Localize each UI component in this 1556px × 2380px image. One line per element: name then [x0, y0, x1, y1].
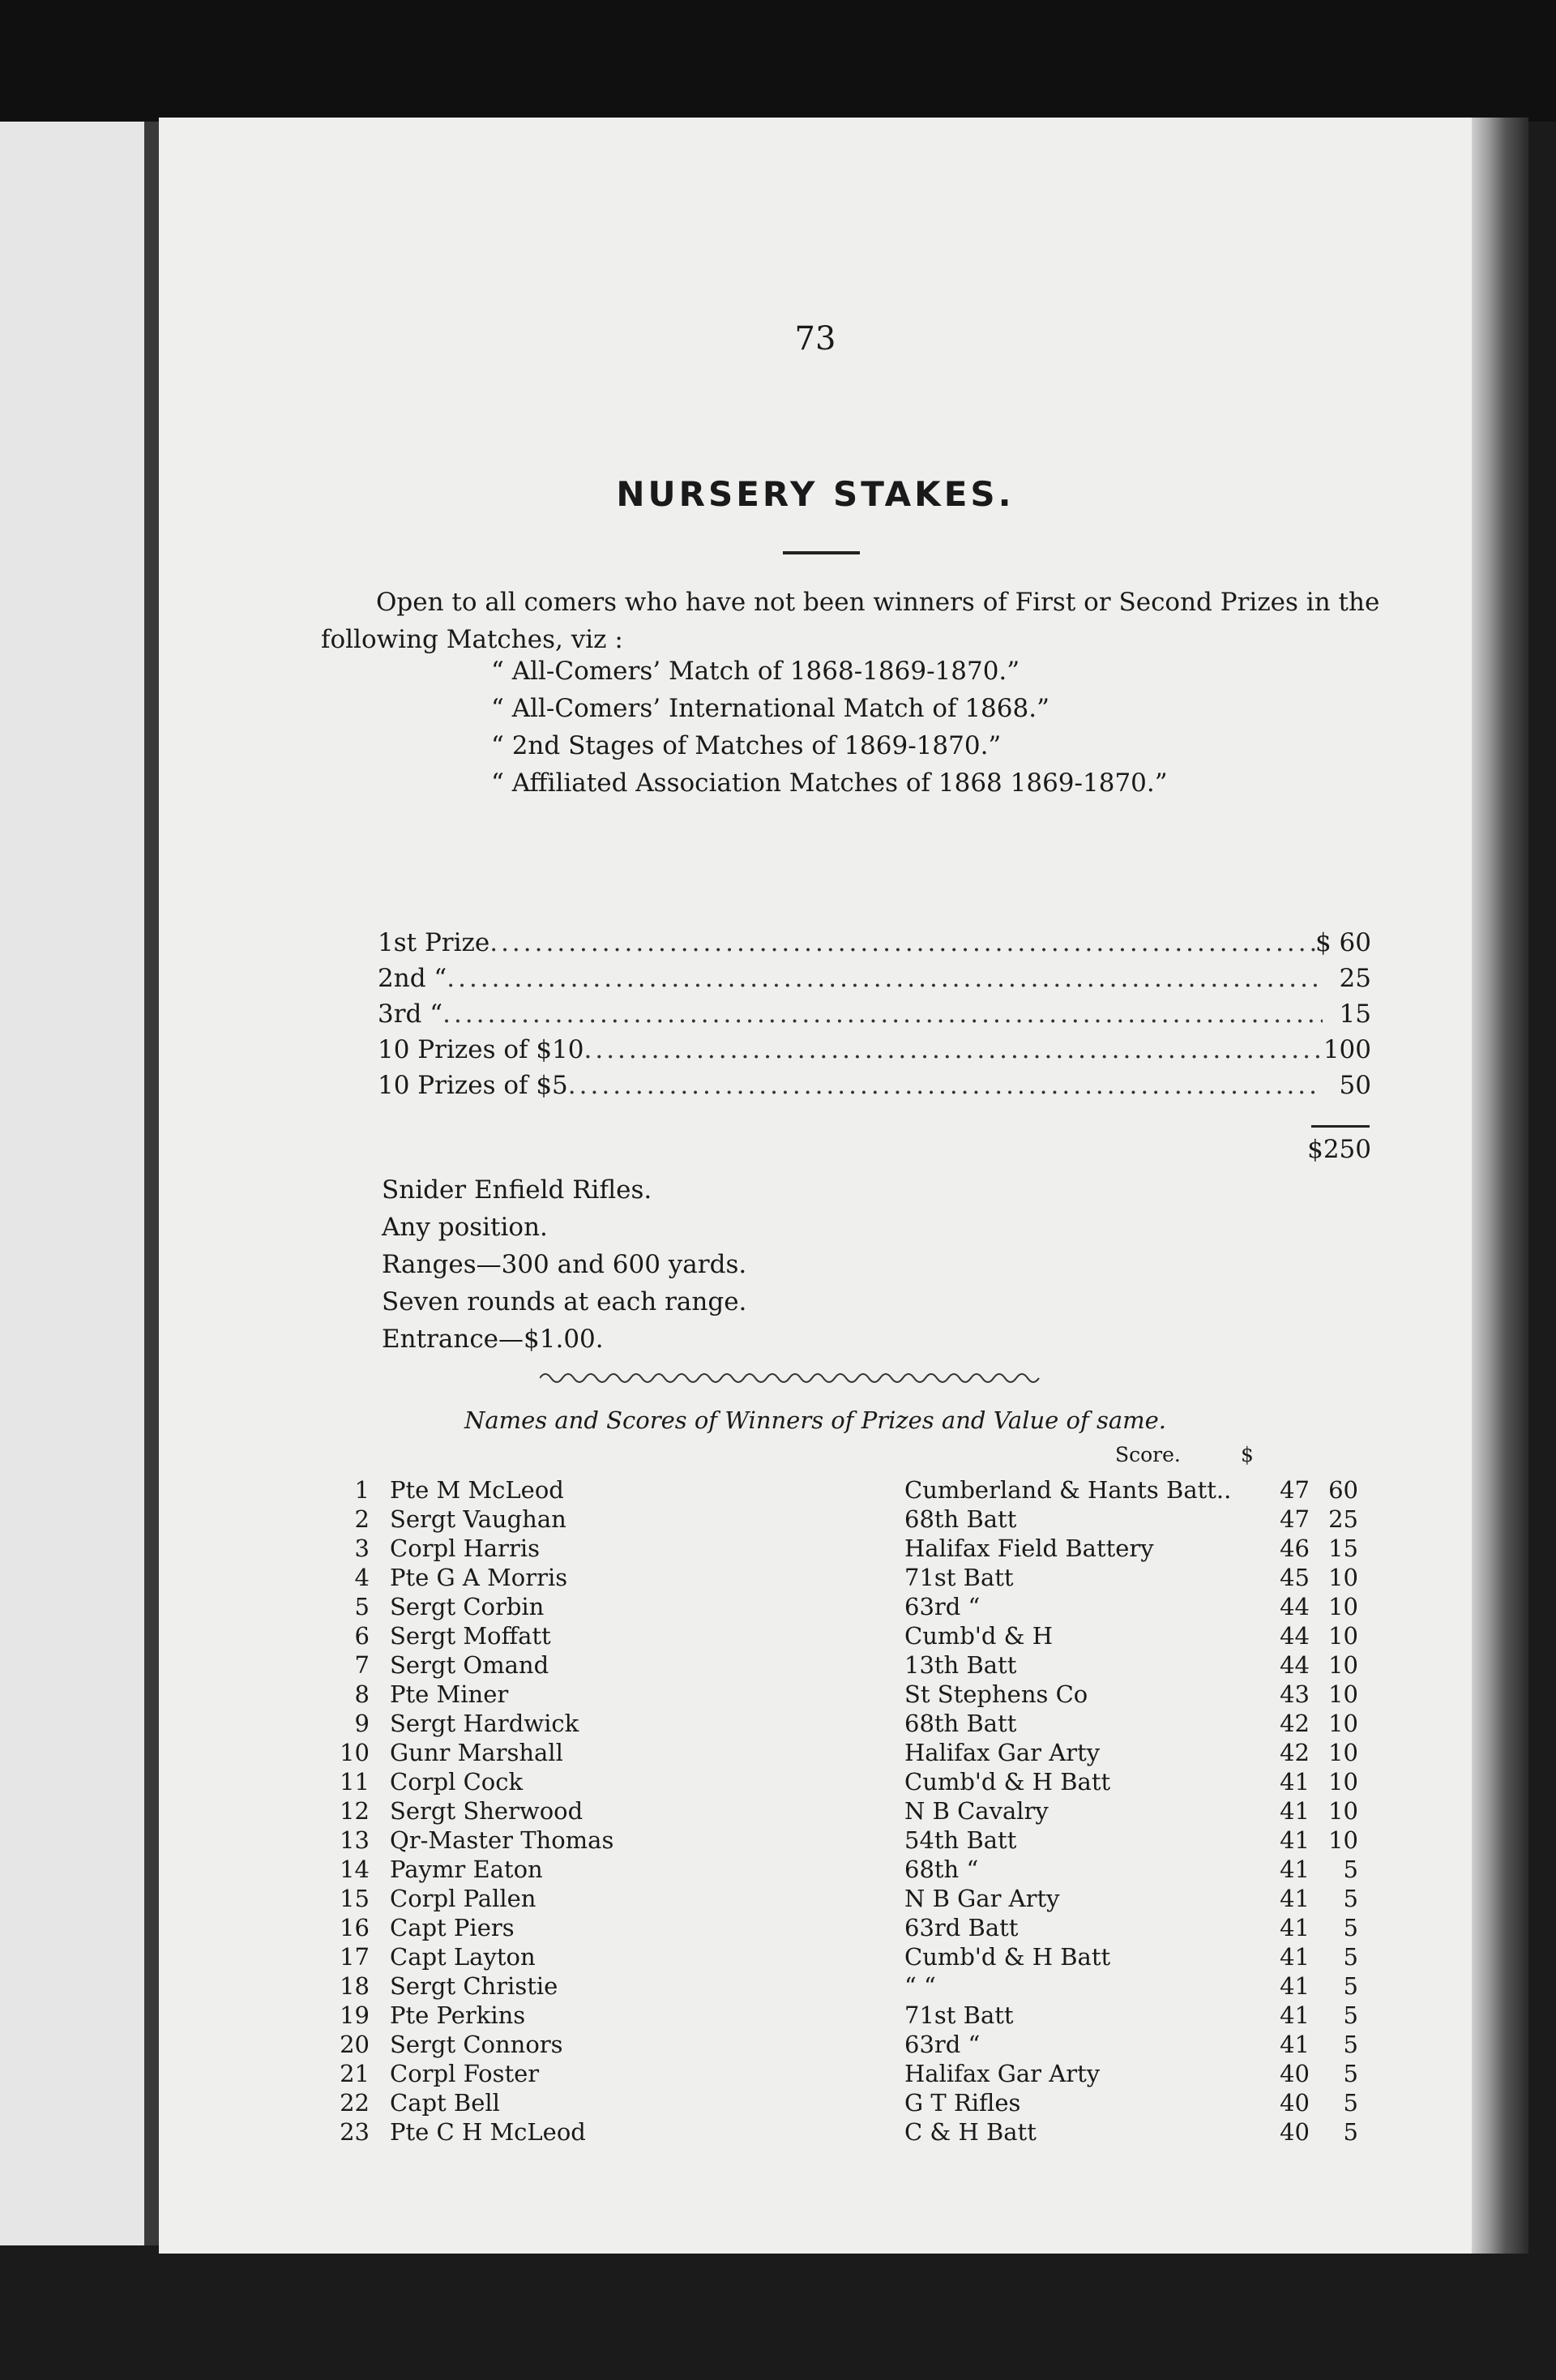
- result-number: 4: [354, 1564, 370, 1591]
- prize-label: 10 Prizes of $10: [378, 1035, 584, 1064]
- competitor-score: 41: [1280, 1856, 1310, 1883]
- prize-value: 5: [1343, 2001, 1358, 2029]
- wavy-divider: [540, 1366, 1042, 1390]
- competitor-unit: 63rd “: [904, 2031, 981, 2058]
- competitor-score: 41: [1280, 1972, 1310, 2000]
- result-row: [159, 2117, 1472, 2147]
- result-number: 20: [340, 2031, 370, 2058]
- result-number: 21: [340, 2060, 370, 2087]
- intro-paragraph: [321, 584, 1415, 658]
- match-item: “ Affiliated Association Matches of 1868 1869-1870.”: [491, 768, 1168, 798]
- competitor-score: 41: [1280, 1885, 1310, 1912]
- prize-value: 10: [1328, 1768, 1358, 1796]
- prize-value: 10: [1328, 1622, 1358, 1650]
- prize-value: 5: [1343, 2031, 1358, 2058]
- competitor-unit: 13th Batt: [904, 1651, 1017, 1679]
- competitor-unit: Cumb'd & H Batt: [904, 1768, 1111, 1796]
- competitor-score: 46: [1280, 1535, 1310, 1562]
- prize-value: 5: [1343, 1856, 1358, 1883]
- result-number: 2: [354, 1505, 370, 1533]
- total-rule: [1311, 1125, 1370, 1128]
- result-number: 18: [340, 1972, 370, 2000]
- result-number: 22: [340, 2089, 370, 2117]
- prize-value: 10: [1328, 1710, 1358, 1737]
- title-rule: [783, 551, 860, 554]
- condition-line: Ranges—300 and 600 yards.: [382, 1250, 747, 1279]
- prize-row: [378, 1071, 1371, 1107]
- competitor-score: 41: [1280, 1797, 1310, 1825]
- match-conditions: [382, 1171, 746, 1358]
- prize-value: 5: [1343, 1914, 1358, 1941]
- competitor-unit: Halifax Gar Arty: [904, 1739, 1101, 1766]
- result-number: 8: [354, 1680, 370, 1708]
- prize-label: 1st Prize: [378, 928, 490, 957]
- competitor-name: Sergt Moffatt: [390, 1622, 551, 1650]
- result-number: 1: [354, 1476, 370, 1504]
- result-row: [159, 1826, 1472, 1855]
- competitor-unit: Cumb'd & H: [904, 1622, 1054, 1650]
- result-row: [159, 1534, 1472, 1563]
- result-number: 15: [340, 1885, 370, 1912]
- result-number: 5: [354, 1593, 370, 1620]
- competitor-unit: 68th Batt: [904, 1505, 1017, 1533]
- competitor-score: 41: [1280, 1768, 1310, 1796]
- competitor-name: Qr-Master Thomas: [390, 1826, 614, 1854]
- prize-value: 60: [1328, 1476, 1358, 1504]
- match-item: “ 2nd Stages of Matches of 1869-1870.”: [491, 731, 1002, 760]
- competitor-unit: 68th “: [904, 1856, 979, 1883]
- competitor-name: Gunr Marshall: [390, 1739, 563, 1766]
- competitor-name: Pte G A Morris: [390, 1564, 568, 1591]
- competitor-score: 45: [1280, 1564, 1310, 1591]
- prize-value: 10: [1328, 1593, 1358, 1620]
- prize-value: 10: [1328, 1739, 1358, 1766]
- result-row: [159, 1738, 1472, 1767]
- result-number: 16: [340, 1914, 370, 1941]
- result-row: [159, 1767, 1472, 1796]
- result-number: 7: [354, 1651, 370, 1679]
- result-row: [159, 1475, 1472, 1505]
- competitor-unit: C & H Batt: [904, 2118, 1037, 2146]
- competitor-name: Sergt Connors: [390, 2031, 563, 2058]
- competitor-unit: N B Gar Arty: [904, 1885, 1060, 1912]
- prize-label: 2nd “: [378, 964, 447, 993]
- prize-amount: $ 60: [1314, 928, 1371, 957]
- result-number: 14: [340, 1856, 370, 1883]
- dot-leader: [442, 1000, 1323, 1029]
- match-list: [491, 653, 1168, 802]
- result-row: [159, 1563, 1472, 1592]
- competitor-unit: Cumberland & Hants Batt..: [904, 1476, 1232, 1504]
- scan-top-shadow: [0, 0, 1556, 122]
- result-row: [159, 1796, 1472, 1826]
- prize-value: 25: [1328, 1505, 1358, 1533]
- result-row: [159, 1621, 1472, 1650]
- result-row: [159, 1942, 1472, 1971]
- competitor-unit: 54th Batt: [904, 1826, 1017, 1854]
- competitor-unit: Cumb'd & H Batt: [904, 1943, 1111, 1971]
- competitor-score: 43: [1280, 1680, 1310, 1708]
- prize-value: 10: [1328, 1797, 1358, 1825]
- result-number: 13: [340, 1826, 370, 1854]
- result-number: 12: [340, 1797, 370, 1825]
- competitor-unit: 63rd “: [904, 1593, 981, 1620]
- result-row: [159, 1650, 1472, 1680]
- result-row: [159, 2030, 1472, 2059]
- prize-total: $250: [1307, 1135, 1371, 1164]
- result-row: [159, 1505, 1472, 1534]
- competitor-name: Corpl Pallen: [390, 1885, 536, 1912]
- competitor-name: Pte Miner: [390, 1680, 509, 1708]
- prize-value: 10: [1328, 1826, 1358, 1854]
- result-number: 19: [340, 2001, 370, 2029]
- score-column-header: Score.: [1115, 1443, 1181, 1466]
- book-page: [159, 118, 1472, 2254]
- competitor-score: 41: [1280, 1943, 1310, 1971]
- competitor-score: 40: [1280, 2089, 1310, 2117]
- competitor-unit: G T Rifles: [904, 2089, 1021, 2117]
- condition-line: Entrance—$1.00.: [382, 1325, 604, 1354]
- prize-value: 5: [1343, 2118, 1358, 2146]
- competitor-name: Sergt Hardwick: [390, 1710, 579, 1737]
- competitor-unit: 68th Batt: [904, 1710, 1017, 1737]
- competitor-score: 47: [1280, 1505, 1310, 1533]
- competitor-score: 41: [1280, 1914, 1310, 1941]
- match-item: “ All-Comers’ Match of 1868-1869-1870.”: [491, 657, 1020, 686]
- competitor-name: Corpl Cock: [390, 1768, 524, 1796]
- prize-amount: 25: [1339, 964, 1371, 993]
- competitor-name: Pte Perkins: [390, 2001, 526, 2029]
- prize-amount: 100: [1323, 1035, 1371, 1064]
- prize-value: 15: [1328, 1535, 1358, 1562]
- competitor-name: Capt Piers: [390, 1914, 515, 1941]
- result-row: [159, 1592, 1472, 1621]
- competitor-name: Sergt Christie: [390, 1972, 558, 2000]
- result-number: 9: [354, 1710, 370, 1737]
- results-heading: Names and Scores of Winners of Prizes and Value of same.: [464, 1406, 1167, 1434]
- prize-row: [378, 1035, 1371, 1071]
- competitor-score: 41: [1280, 1826, 1310, 1854]
- result-row: [159, 1709, 1472, 1738]
- competitor-score: 40: [1280, 2118, 1310, 2146]
- prize-row: [378, 928, 1371, 964]
- competitor-unit: 63rd Batt: [904, 1914, 1019, 1941]
- result-row: [159, 1971, 1472, 2001]
- competitor-score: 44: [1280, 1622, 1310, 1650]
- competitor-score: 40: [1280, 2060, 1310, 2087]
- book-gutter: [144, 122, 159, 2245]
- competitor-unit: Halifax Field Battery: [904, 1535, 1154, 1562]
- competitor-unit: “ “: [904, 1972, 936, 2000]
- prize-amount: 15: [1339, 1000, 1371, 1029]
- result-number: 10: [340, 1739, 370, 1766]
- page-number: 73: [794, 320, 836, 357]
- competitor-name: Pte M McLeod: [390, 1476, 564, 1504]
- competitor-score: 42: [1280, 1739, 1310, 1766]
- page-title: NURSERY STAKES.: [616, 474, 1015, 514]
- page-stack-edge: [1472, 118, 1528, 2254]
- competitor-name: Sergt Sherwood: [390, 1797, 584, 1825]
- prize-value: 10: [1328, 1680, 1358, 1708]
- competitor-name: Corpl Foster: [390, 2060, 540, 2087]
- competitor-score: 44: [1280, 1593, 1310, 1620]
- competitor-name: Sergt Omand: [390, 1651, 549, 1679]
- competitor-name: Paymr Eaton: [390, 1856, 543, 1883]
- prize-value: 5: [1343, 1943, 1358, 1971]
- competitor-name: Capt Layton: [390, 1943, 536, 1971]
- condition-line: Seven rounds at each range.: [382, 1287, 747, 1316]
- result-row: [159, 2059, 1472, 2088]
- competitor-score: 42: [1280, 1710, 1310, 1737]
- prize-column-header: $: [1241, 1443, 1254, 1466]
- competitor-unit: 71st Batt: [904, 1564, 1014, 1591]
- result-row: [159, 2088, 1472, 2117]
- prize-row: [378, 964, 1371, 1000]
- prize-value: 5: [1343, 1885, 1358, 1912]
- results-list: [159, 1475, 1472, 2147]
- result-row: [159, 1855, 1472, 1884]
- competitor-score: 41: [1280, 2001, 1310, 2029]
- intro-text: Open to all comers who have not been winners of First or Second Prizes in the following Matches, viz :: [321, 588, 1380, 654]
- competitor-name: Sergt Vaughan: [390, 1505, 566, 1533]
- result-row: [159, 2001, 1472, 2030]
- competitor-name: Sergt Corbin: [390, 1593, 545, 1620]
- result-row: [159, 1884, 1472, 1913]
- prize-value: 10: [1328, 1564, 1358, 1591]
- competitor-unit: Halifax Gar Arty: [904, 2060, 1101, 2087]
- result-number: 6: [354, 1622, 370, 1650]
- prize-label: 3rd “: [378, 1000, 443, 1029]
- condition-line: Snider Enfield Rifles.: [382, 1175, 652, 1205]
- match-item: “ All-Comers’ International Match of 1868.”: [491, 694, 1049, 723]
- dot-leader: [447, 964, 1323, 993]
- previous-page-edge: [0, 122, 154, 2245]
- result-number: 11: [340, 1768, 370, 1796]
- competitor-score: 47: [1280, 1476, 1310, 1504]
- competitor-name: Capt Bell: [390, 2089, 500, 2117]
- result-number: 3: [354, 1535, 370, 1562]
- competitor-unit: 71st Batt: [904, 2001, 1014, 2029]
- dot-leader: [568, 1071, 1323, 1100]
- prize-value: 10: [1328, 1651, 1358, 1679]
- dot-leader: [489, 928, 1315, 957]
- competitor-unit: N B Cavalry: [904, 1797, 1049, 1825]
- competitor-unit: St Stephens Co: [904, 1680, 1088, 1708]
- prize-value: 5: [1343, 1972, 1358, 2000]
- result-number: 23: [340, 2118, 370, 2146]
- result-number: 17: [340, 1943, 370, 1971]
- competitor-score: 44: [1280, 1651, 1310, 1679]
- condition-line: Any position.: [382, 1213, 548, 1242]
- dot-leader: [584, 1035, 1323, 1064]
- result-row: [159, 1680, 1472, 1709]
- prize-amount: 50: [1339, 1071, 1371, 1100]
- competitor-score: 41: [1280, 2031, 1310, 2058]
- competitor-name: Pte C H McLeod: [390, 2118, 586, 2146]
- page-content: [159, 118, 1472, 2254]
- prize-value: 5: [1343, 2060, 1358, 2087]
- prize-row: [378, 1000, 1371, 1035]
- result-row: [159, 1913, 1472, 1942]
- prize-label: 10 Prizes of $5: [378, 1071, 568, 1100]
- competitor-name: Corpl Harris: [390, 1535, 541, 1562]
- prize-value: 5: [1343, 2089, 1358, 2117]
